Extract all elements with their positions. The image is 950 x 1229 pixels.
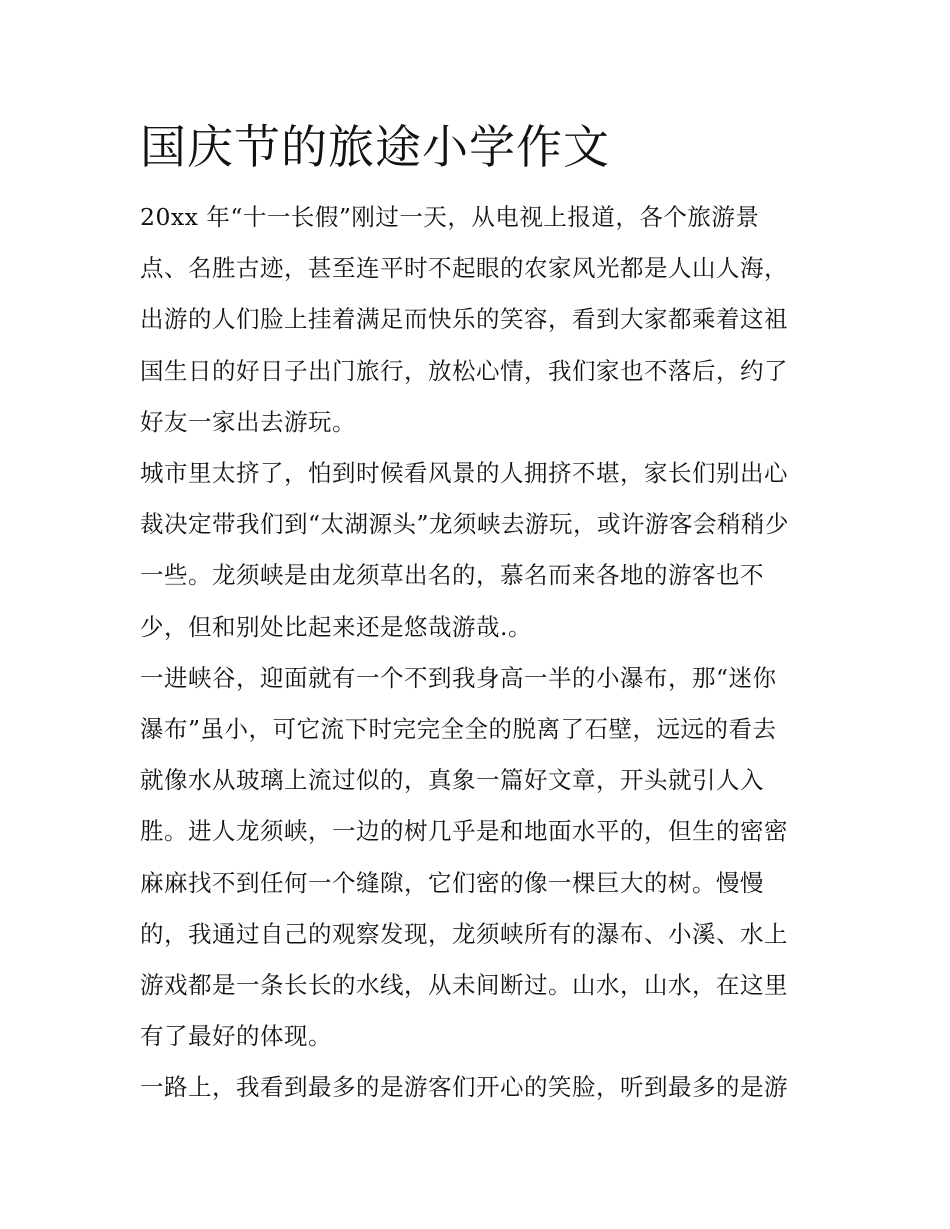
text-line: 裁决定带我们到“太湖源头”龙须峡去游玩，或许游客会稍稍少 bbox=[140, 510, 790, 539]
text-line: 国生日的好日子出门旅行，放松心情，我们家也不落后，约了 bbox=[140, 356, 788, 385]
text-line: 点、名胜古迹，甚至连平时不起眼的农家风光都是人山人海， bbox=[140, 254, 788, 283]
paragraph-3 bbox=[140, 653, 820, 1063]
document-title: 国庆节的旅途小学作文 bbox=[140, 120, 610, 174]
text-line: 一进峡谷，迎面就有一个不到我身高一半的小瀑布，那“迷你 bbox=[140, 663, 777, 692]
text-line: 有了最好的体现。 bbox=[140, 1022, 332, 1051]
text-line: 出游的人们脸上挂着满足而快乐的笑容，看到大家都乘着这祖 bbox=[140, 305, 788, 334]
text-line: 20xx 年“十一长假”刚过一天，从电视上报道，各个旅游景 bbox=[140, 203, 760, 231]
text-line: 胜。进人龙须峡，一边的树几乎是和地面水平的，但生的密密 bbox=[140, 817, 788, 846]
document-body bbox=[140, 116, 820, 1114]
text-line: 麻麻找不到任何一个缝隙，它们密的像一棵巨大的树。慢慢 bbox=[140, 868, 764, 897]
text-line: 一路上，我看到最多的是游客们开心的笑脸，听到最多的是游 bbox=[140, 1073, 788, 1102]
paragraph-2 bbox=[140, 448, 820, 653]
text-line: 少，但和别处比起来还是悠哉游哉.。 bbox=[140, 612, 532, 641]
text-line: 就像水从玻璃上流过似的，真象一篇好文章，开头就引人入 bbox=[140, 766, 764, 795]
paragraph-1 bbox=[140, 192, 820, 448]
text-line: 城市里太挤了，怕到时候看风景的人拥挤不堪，家长们别出心 bbox=[140, 459, 788, 488]
text-line: 一些。龙须峡是由龙须草出名的，慕名而来各地的游客也不 bbox=[140, 561, 764, 590]
paragraph-4 bbox=[140, 1062, 820, 1113]
text-line: 好友一家出去游玩。 bbox=[140, 407, 356, 436]
text-line: 的，我通过自己的观察发现，龙须峡所有的瀑布、小溪、水上 bbox=[140, 919, 788, 948]
text-line: 瀑布”虽小，可它流下时完完全全的脱离了石壁，远远的看去 bbox=[140, 715, 777, 744]
text-line: 游戏都是一条长长的水线，从未间断过。山水，山水，在这里 bbox=[140, 971, 788, 1000]
